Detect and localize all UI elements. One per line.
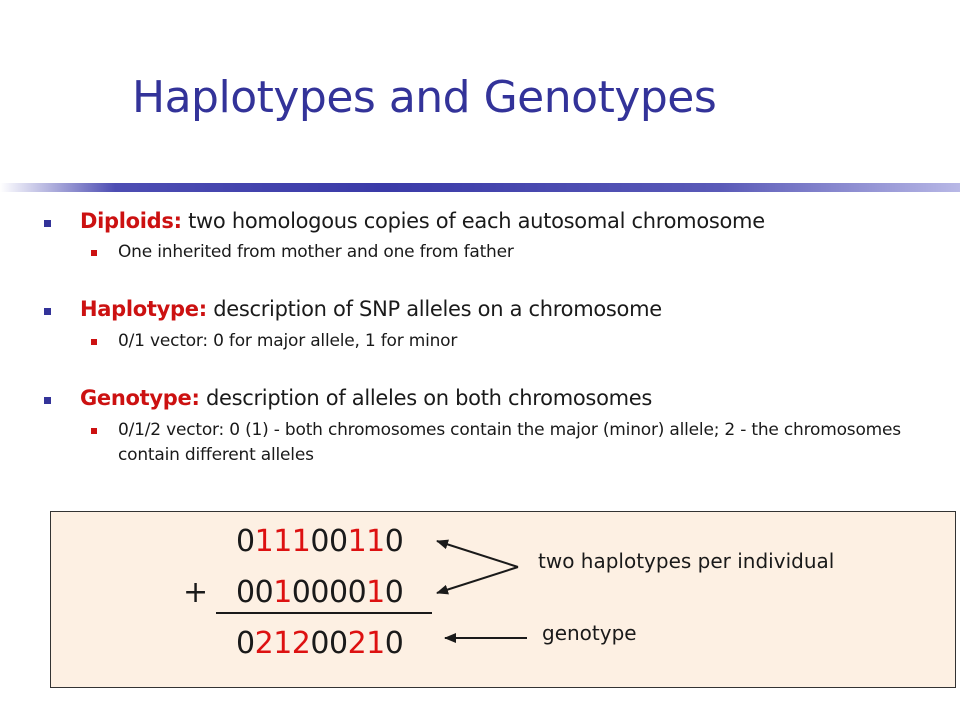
sequence-digit: 1 <box>366 575 385 610</box>
sequence-digit: 1 <box>366 524 385 559</box>
haplotypes-label: two haplotypes per individual <box>538 549 835 573</box>
sequence-digit: 0 <box>384 575 404 610</box>
arrow-to-haplotype-1 <box>437 541 518 567</box>
sequence-digit: 0 <box>328 575 348 610</box>
sequence-digit: 2 <box>347 626 367 661</box>
sequence-digit: 1 <box>254 524 274 559</box>
sequence-digit: 1 <box>291 524 311 559</box>
sequence-digit: 0 <box>347 575 367 610</box>
sequence-digit: 2 <box>254 626 274 661</box>
sequence-digit: 0 <box>310 626 329 661</box>
arrow-to-haplotype-2 <box>437 567 518 593</box>
sequence-digit: 1 <box>366 626 385 661</box>
sub-bullet-haplotype: 0/1 vector: 0 for major allele, 1 for minor <box>118 329 938 354</box>
genotype-label: genotype <box>542 621 637 645</box>
sequence-digit: 0 <box>291 575 311 610</box>
bullet-term: Diploids: <box>80 209 182 233</box>
sequence-digit: 2 <box>291 626 311 661</box>
sub-bullet-diploids: One inherited from mother and one from father <box>118 240 938 265</box>
sequence-digit: 1 <box>273 626 292 661</box>
sequence-digit: 1 <box>273 575 292 610</box>
sequence-digit: 0 <box>328 524 348 559</box>
sequence-digit: 1 <box>347 524 367 559</box>
sequence-digit: 0 <box>310 524 329 559</box>
sequence-digit: 0 <box>310 575 329 610</box>
slide-title: Haplotypes and Genotypes <box>132 72 717 123</box>
bullet-term: Genotype: <box>80 386 200 410</box>
sequence-digit: 0 <box>236 524 255 559</box>
bullet-text: two homologous copies of each autosomal chromosome <box>181 209 765 233</box>
sequence-digit: 0 <box>328 626 348 661</box>
bullet-text: description of SNP alleles on a chromosome <box>206 297 662 321</box>
bullet-text: description of alleles on both chromosomes <box>199 386 653 410</box>
sub-bullet-genotype: 0/1/2 vector: 0 (1) - both chromosomes contain the major (minor) allele; 2 - the chromosomes contain different alleles <box>118 418 938 468</box>
bullet-term: Haplotype: <box>80 297 207 321</box>
sequence-digit: 0 <box>254 575 274 610</box>
sequence-digit: 0 <box>384 626 404 661</box>
sequence-digit: 1 <box>273 524 292 559</box>
plus-sign: + <box>183 575 209 610</box>
sequence-digit: 0 <box>384 524 404 559</box>
sequence-digit: 0 <box>236 626 255 661</box>
sequence-digit: 0 <box>236 575 255 610</box>
